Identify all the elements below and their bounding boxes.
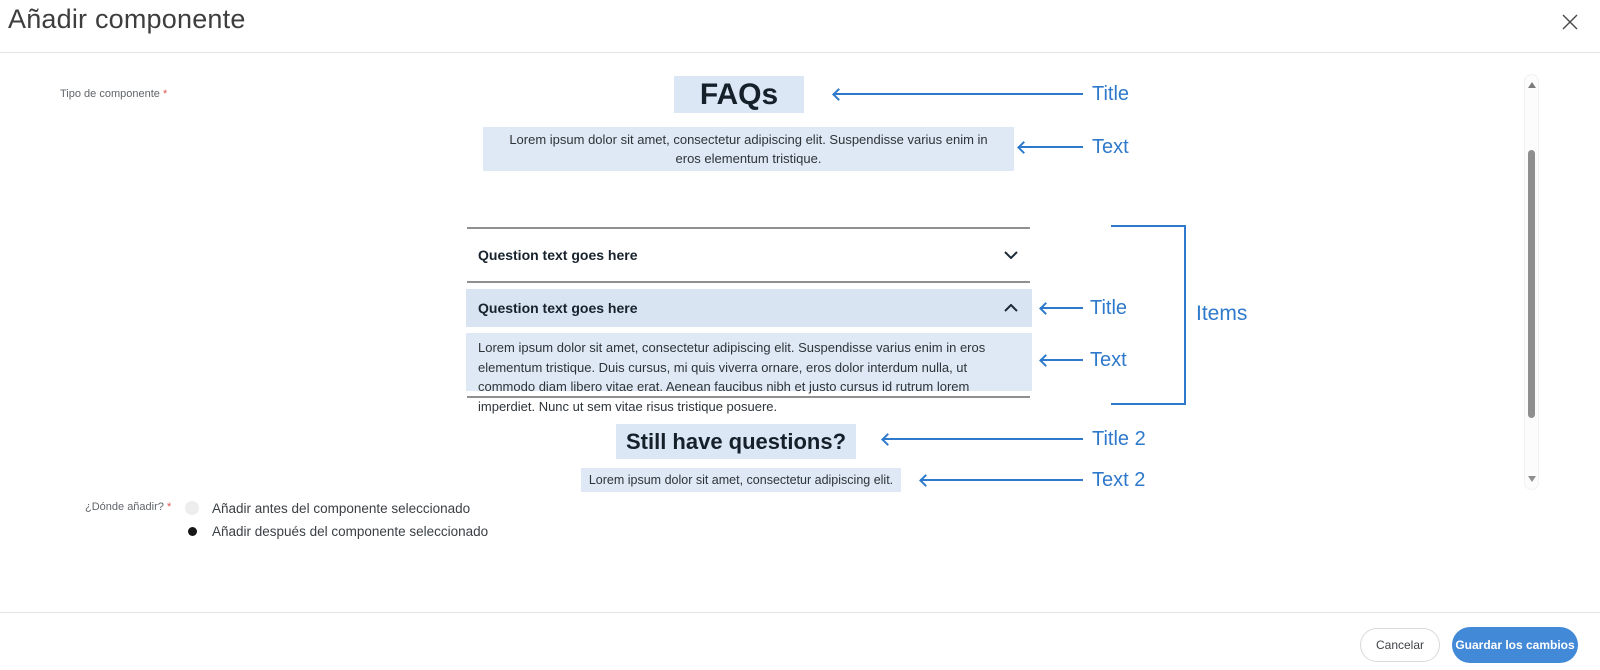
cancel-button[interactable]: Cancelar — [1360, 628, 1440, 662]
accordion-question: Question text goes here — [478, 246, 638, 263]
header-divider — [0, 52, 1600, 53]
where-to-add-label — [85, 501, 171, 513]
footer-divider — [0, 612, 1600, 613]
component-type-label-text: Tipo de componente — [60, 88, 160, 100]
scroll-down-icon[interactable] — [1528, 476, 1536, 482]
required-asterisk: * — [166, 501, 172, 513]
chevron-down-icon — [1004, 251, 1018, 259]
preview-faq-title: FAQs — [674, 76, 804, 113]
annotation-title-label: Title — [1092, 83, 1130, 105]
accordion-divider — [467, 396, 1030, 398]
radio-circle-icon — [188, 527, 197, 536]
component-type-label — [60, 88, 167, 100]
dialog-title: Añadir componente — [8, 4, 246, 34]
accordion-answer: Lorem ipsum dolor sit amet, consectetur adipiscing elit. Suspendisse varius enim in eros elementum tristique. Duis cursus, mi quis viverra ornare, eros dolor interdum nulla, ut commodo diam libero vitae erat. Aenean faucibus nibh et justo cursus id rutrum lorem imperdiet. Nunc ut sem vitae risus tristique posuere. — [466, 333, 1032, 391]
accordion-item-expanded[interactable] — [466, 289, 1032, 327]
annotation-text-label: Text — [1092, 136, 1129, 158]
annotation-items-label: Items — [1196, 302, 1248, 325]
accordion-question: Question text goes here — [478, 300, 638, 316]
annotation-text2-label: Text 2 — [1092, 469, 1146, 491]
arrow-left-icon — [882, 438, 1083, 440]
close-icon — [1560, 12, 1580, 32]
preview-cta-text: Lorem ipsum dolor sit amet, consectetur adipiscing elit. — [581, 468, 901, 492]
preview-scrollbar[interactable] — [1524, 74, 1539, 490]
items-bracket-icon — [1110, 224, 1188, 406]
preview-cta-title: Still have questions? — [616, 424, 856, 459]
chevron-up-icon — [1004, 304, 1018, 312]
arrow-left-icon — [1040, 307, 1083, 309]
radio-add-before[interactable] — [185, 501, 199, 515]
radio-add-after[interactable] — [185, 524, 199, 538]
scroll-up-icon[interactable] — [1528, 82, 1536, 88]
arrow-left-icon — [1018, 146, 1083, 148]
accordion-item-collapsed[interactable] — [466, 228, 1032, 281]
where-to-add-label-text: ¿Dónde añadir? — [85, 501, 164, 513]
annotation-item-text-label: Text — [1090, 349, 1127, 371]
required-asterisk: * — [162, 88, 168, 100]
arrow-left-icon — [1040, 359, 1083, 361]
scrollbar-thumb[interactable] — [1528, 150, 1535, 418]
radio-add-before-label[interactable]: Añadir antes del componente seleccionado — [212, 501, 471, 516]
radio-circle-icon — [185, 501, 199, 515]
preview-intro-text: Lorem ipsum dolor sit amet, consectetur adipiscing elit. Suspendisse varius enim in eros elementum tristique. — [483, 127, 1014, 171]
save-button[interactable]: Guardar los cambios — [1452, 627, 1578, 663]
arrow-left-icon — [920, 479, 1083, 481]
radio-add-after-label[interactable]: Añadir después del componente seleccionado — [212, 524, 489, 539]
arrow-left-icon — [833, 93, 1083, 95]
annotation-item-title-label: Title — [1090, 297, 1128, 319]
close-button[interactable] — [1554, 6, 1586, 38]
annotation-title2-label: Title 2 — [1092, 428, 1146, 450]
accordion-divider — [467, 281, 1030, 283]
